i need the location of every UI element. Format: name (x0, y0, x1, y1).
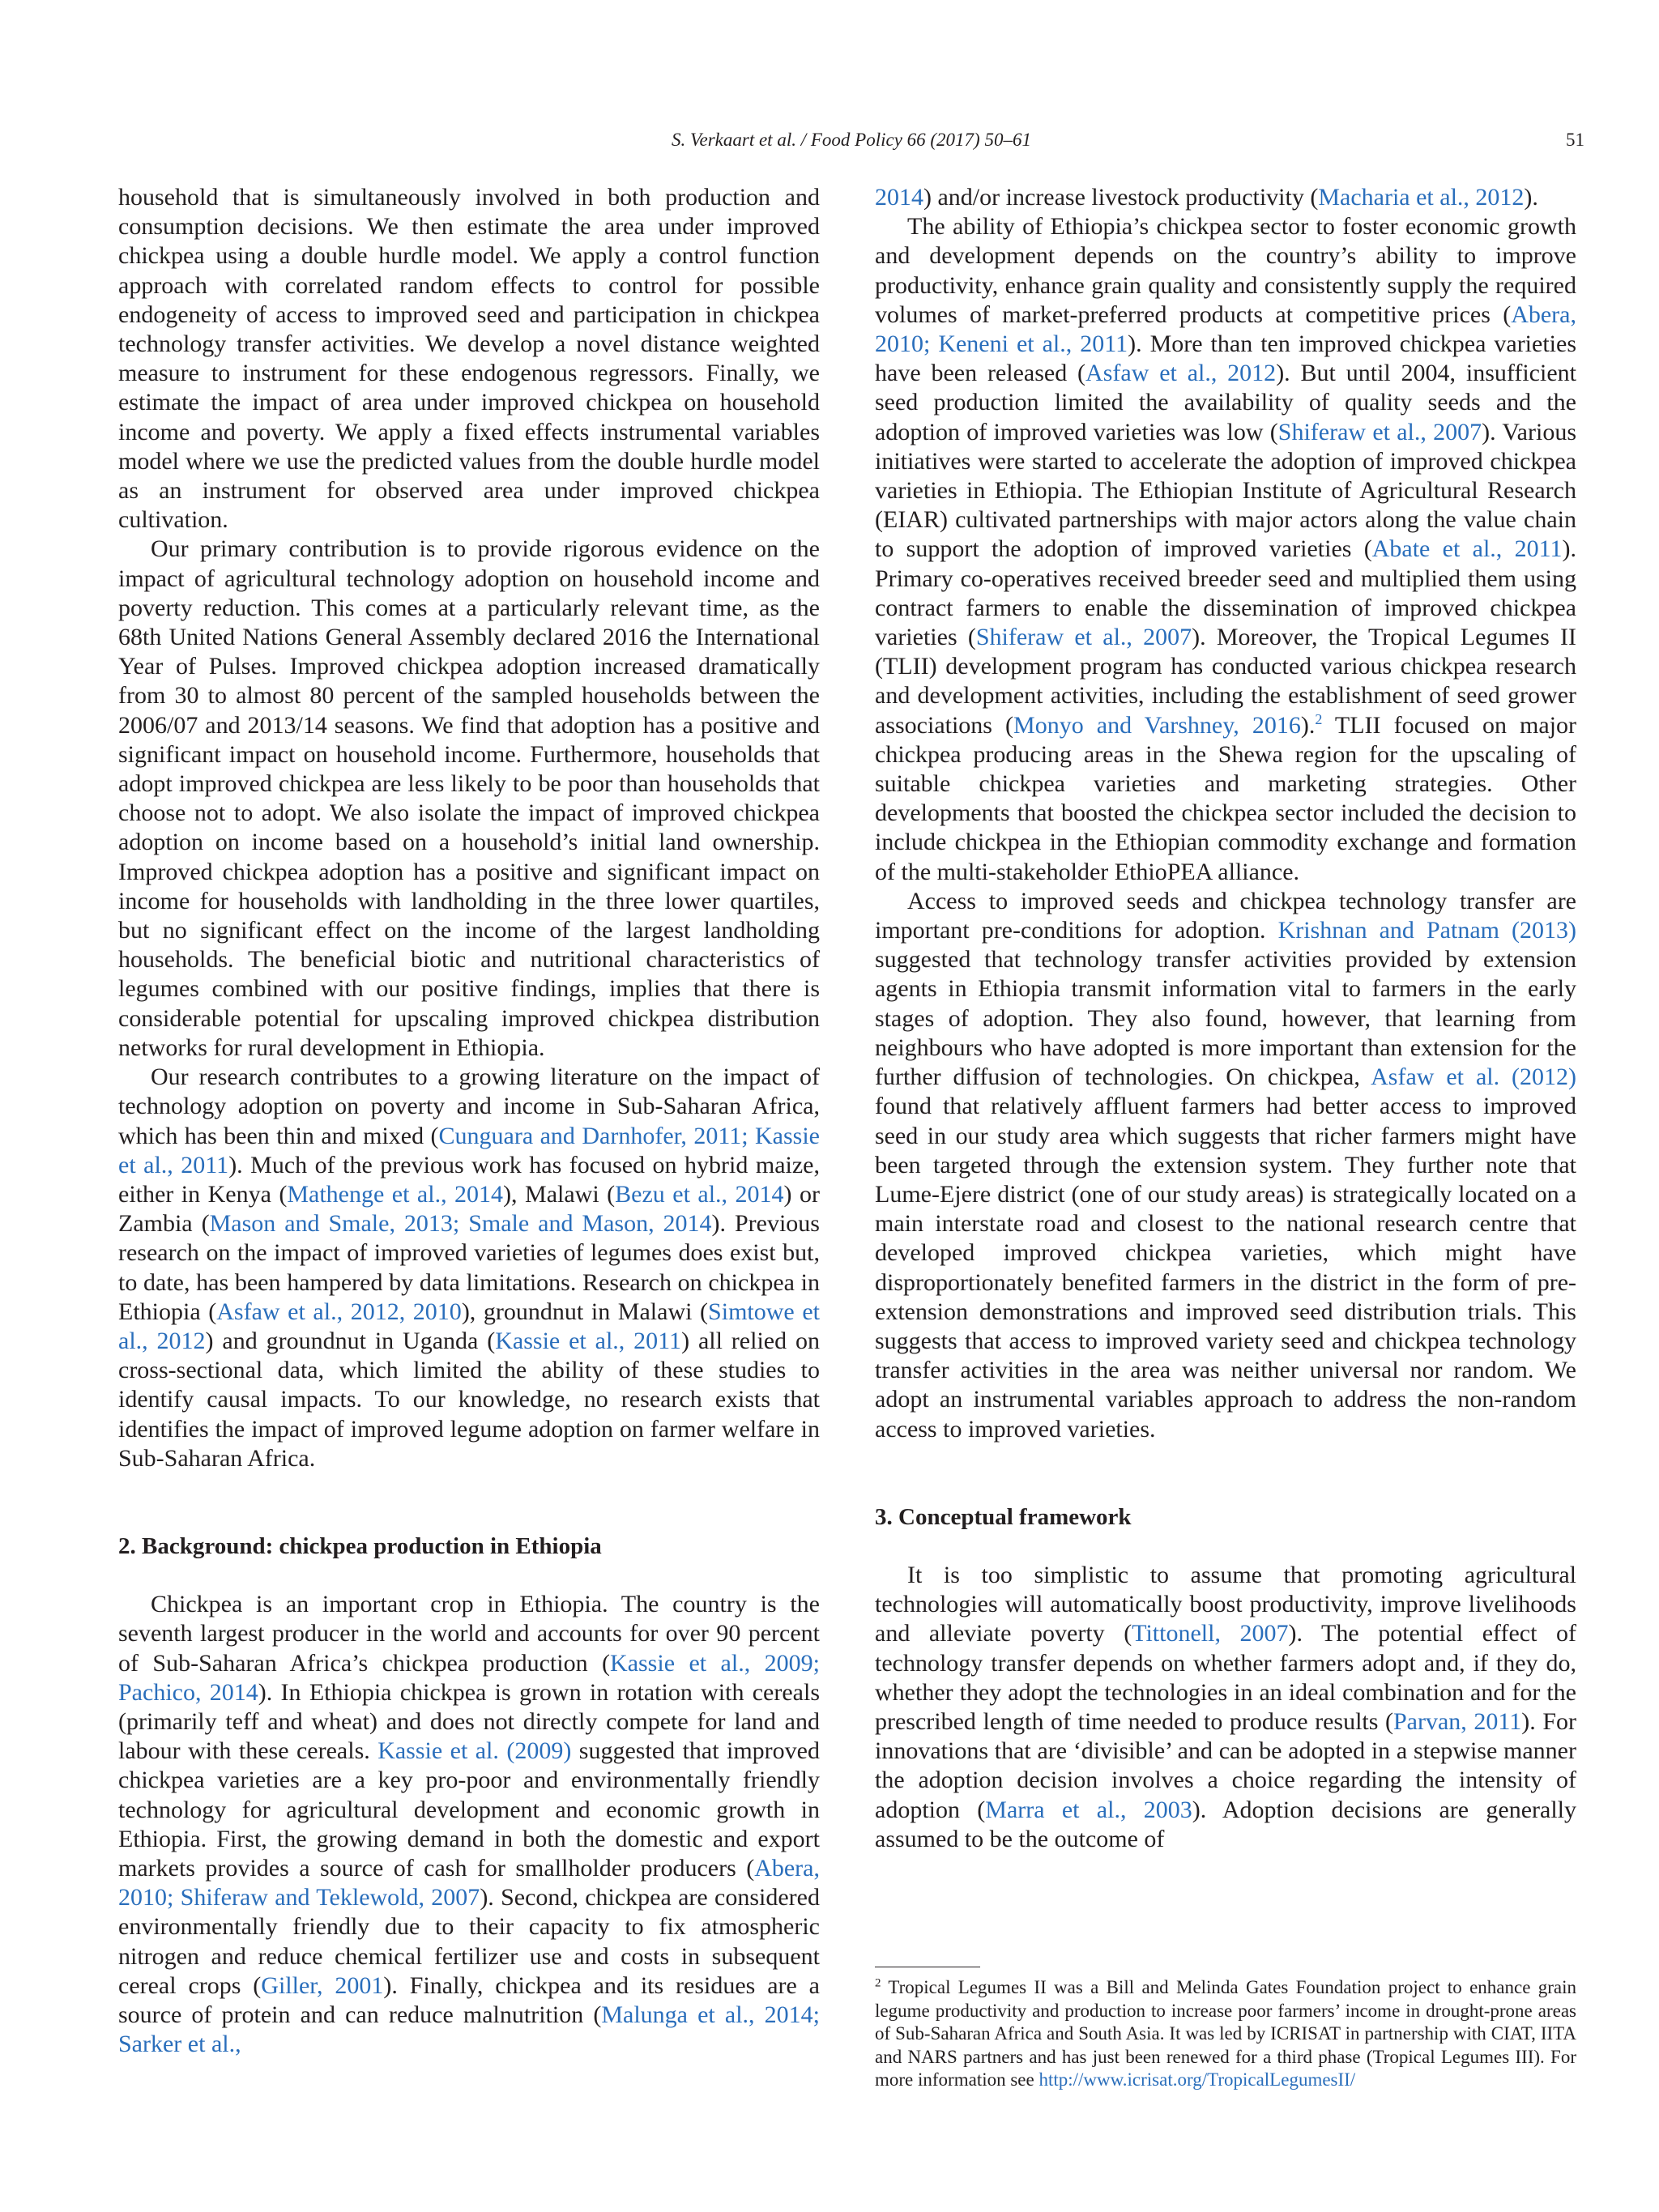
text-run: Access to improved seeds and chickpea technology transfer are important pre-conditions for adoption. (875, 887, 1576, 944)
citation-link[interactable]: Kassie et al., 2009; Pachico, 2014 (118, 1649, 820, 1706)
text-run: ). Moreover, the Tropical Legumes II (TLII) development program has conducted various chickpea research and development activities, including the establishment of seed grower associations ( (875, 624, 1576, 739)
text-run: ). In Ethiopia chickpea is grown in rotation with cereals (primarily teff and wheat) and does not directly compete for land and labour with these cereals. (118, 1678, 820, 1765)
citation-link[interactable]: Kassie et al., 2011 (495, 1327, 682, 1354)
text-run: ), Malawi ( (503, 1180, 616, 1208)
citation-link[interactable]: Macharia et al., 2012 (1318, 184, 1525, 211)
citation-link[interactable]: 2014 (875, 184, 923, 211)
section-spacer (118, 1473, 820, 1532)
citation-link[interactable]: Malunga et al., 2014; Sarker et al., (118, 2001, 820, 2058)
text-run: ) and groundnut in Uganda ( (205, 1327, 496, 1354)
page-number: 51 (1566, 130, 1584, 150)
citation-link[interactable]: Asfaw et al., 2012 (1085, 360, 1277, 387)
footnote-marker[interactable]: 2 (1315, 710, 1323, 727)
text-run: The ability of Ethiopia’s chickpea sector to foster economic growth and development depends on the country’s ability to improve productivity, enhance grain quality and consistently supply the required volumes of market-preferred products at competitive prices ( (875, 213, 1576, 328)
section-2-heading: 2. Background: chickpea production in Ethiopia (118, 1532, 602, 1559)
text-run: ). Previous research on the impact of improved varieties of legumes does exist but, to date, has been hampered by data limitations. Research on chickpea in Ethiopia ( (118, 1210, 820, 1325)
text-run: ) or Zambia ( (118, 1180, 821, 1238)
text-run: ). Adoption decisions are generally assumed to be the outcome of (875, 1796, 1576, 1852)
text-run: ) and/or increase livestock productivity ( (923, 184, 1319, 211)
citation-link[interactable]: Simtowe et al., 2012 (118, 1298, 820, 1354)
text-run: ). But until 2004, insufficient seed production limited the availability of quality seeds and the adoption of improved varieties was low ( (875, 360, 1576, 445)
citation-link[interactable]: Mason and Smale, 2013; Smale and Mason, 2014 (209, 1210, 712, 1238)
page-header (118, 130, 1584, 156)
citation-link[interactable]: Asfaw et al., 2012, 2010 (216, 1298, 462, 1325)
text-run: found that relatively affluent farmers had better access to improved seed in our study area which suggests that richer farmers might have been targeted through the extension system. They further note that Lume-Ejere district (one of our study areas) is strategically located on a main interstate road and closest to the national research centre that developed improved chickpea varieties, which might have disproportionately benefited farmers in the district in the form of pre-extension demonstrations and improved seed distribution trials. This suggests that access to improved variety seed and chickpea technology transfer activities in the area was neither universal nor random. We adopt an instrumental variables approach to address the non-random access to improved varieties. (875, 1093, 1576, 1443)
citation-link[interactable]: Asfaw et al. (2012) (1371, 1063, 1576, 1091)
section-spacer (875, 1444, 1576, 1502)
right-paragraph-2 (875, 212, 1576, 887)
footnote (875, 1976, 1576, 2092)
section-3-heading: 3. Conceptual framework (875, 1503, 1132, 1530)
text-run: ). Various initiatives were started to accelerate the adoption of improved chickpea varieties in Ethiopia. The Ethiopian Institute of Agricultural Research (EIAR) cultivated partnerships with major actors along the value chain to support the adoption of improved varieties ( (875, 418, 1577, 563)
text-run: ). Primary co-operatives received breeder seed and multiplied them using contract farmers to enable the dissemination of improved chickpea varieties ( (875, 535, 1576, 651)
left-column (118, 183, 820, 2059)
text-run: suggested that technology transfer activities provided by extension agents in Ethiopia transmit information vital to farmers in the early stages of adoption. They also found, however, that learning from neighbours who have adopted is more important than extension for the further diffusion of technologies. On chickpea, (875, 946, 1576, 1091)
text-run: suggested that improved chickpea varieties are a key pro-poor and environmentally friendly technology for agricultural development and economic growth in Ethiopia. First, the growing demand in both the domestic and export markets provides a source of cash for smallholder producers ( (118, 1737, 820, 1882)
citation-link[interactable]: Marra et al., 2003 (985, 1796, 1192, 1823)
citation-link[interactable]: Bezu et al., 2014 (615, 1180, 784, 1208)
right-column (875, 183, 1576, 1854)
footnote-text: Tropical Legumes II was a Bill and Melinda Gates Foundation project to enhance grain legume productivity and production to increase poor farmers’ income in drought-prone areas of Sub-Saharan Africa and South Asia. It was led by ICRISAT in partnership with CIAT, IITA and NARS partners and has just been renewed for a third phase (Tropical Legumes III). For more information see (875, 1977, 1576, 2091)
text-run: Our research contributes to a growing literature on the impact of technology adoption on poverty and income in Sub-Saharan Africa, which has been thin and mixed ( (118, 1063, 820, 1149)
footnote-url-link[interactable]: http://www.icrisat.org/TropicalLegumesII/ (1038, 2069, 1356, 2091)
text-run: It is too simplistic to assume that promoting agricultural technologies will automatically boost productivity, improve livelihoods and alleviate poverty ( (875, 1561, 1576, 1647)
text-run: ). Much of the previous work has focused on hybrid maize, either in Kenya ( (118, 1151, 820, 1208)
right-paragraph-1 (875, 183, 1576, 212)
citation-link[interactable]: Abera, 2010; Shiferaw and Teklewold, 2007 (118, 1854, 820, 1912)
citation-link[interactable]: Monyo and Varshney, 2016 (1013, 711, 1301, 739)
citation-link[interactable]: Abera, 2010; Keneni et al., 2011 (875, 300, 1576, 358)
text-run: ). (1300, 711, 1316, 739)
citation-link[interactable]: Shiferaw et al., 2007 (1277, 418, 1482, 445)
section-spacer (118, 1561, 820, 1590)
citation-link[interactable]: Abate et al., 2011 (1371, 535, 1563, 563)
citation-link[interactable]: Shiferaw et al., 2007 (975, 624, 1192, 651)
citation-link[interactable]: Cunguara and Darnhofer, 2011; Kassie et al., 2011 (118, 1122, 820, 1178)
citation-link[interactable]: Parvan, 2011 (1393, 1707, 1522, 1735)
text-run: ) all relied on cross-sectional data, which limited the ability of these studies to identify causal impacts. To our knowledge, no research exists that identifies the impact of improved legume adoption on farmer welfare in Sub-Saharan Africa. (118, 1327, 820, 1472)
citation-link[interactable]: Kassie et al. (2009) (377, 1737, 572, 1765)
left-paragraph-4 (118, 1590, 820, 2059)
running-head: S. Verkaart et al. / Food Policy 66 (2017) 50–61 (672, 130, 1031, 150)
right-paragraph-4 (875, 1561, 1576, 1854)
citation-link[interactable]: Tittonell, 2007 (1132, 1620, 1289, 1647)
text-run: ). Second, chickpea are considered environmentally friendly due to their capacity to fix atmospheric nitrogen and reduce chemical fertilizer use and costs in subsequent cereal crops ( (118, 1884, 820, 1999)
citation-link[interactable]: Krishnan and Patnam (2013) (1277, 917, 1576, 944)
text-run: ). More than ten improved chickpea varieties have been released ( (875, 330, 1576, 387)
text-run: ). The potential effect of technology transfer depends on whether farmers adopt and, if they do, whether they adopt the technologies in an ideal combination and for the prescribed length of time needed to produce results ( (875, 1620, 1576, 1735)
text-run: Chickpea is an important crop in Ethiopia. The country is the seventh largest producer in the world and accounts for over 90 percent of Sub-Saharan Africa’s chickpea production ( (118, 1591, 820, 1677)
text-run: ). For innovations that are ‘divisible’ and can be adopted in a stepwise manner the adoption decision involves a choice regarding the intensity of adoption ( (875, 1707, 1576, 1823)
text-run: ). Finally, chickpea and its residues are a source of protein and can reduce malnutrition ( (118, 1971, 820, 2028)
text-run: ). (1524, 184, 1538, 211)
citation-link[interactable]: Giller, 2001 (261, 1971, 384, 1999)
text-run: ), groundnut in Malawi ( (461, 1298, 709, 1325)
right-paragraph-3 (875, 887, 1576, 1444)
left-paragraph-2: Our primary contribution is to provide rigorous evidence on the impact of agricultural technology adoption on household income and poverty reduction. This comes at a particularly relevant time, as the 68th United Nations General Assembly declared 2016 the International Year of Pulses. Improved chickpea adoption increased dramatically from 30 to almost 80 percent of the sampled households between the 2006/07 and 2013/14 seasons. We find that adoption has a positive and significant impact on household income. Furthermore, households that adopt improved chickpea are less likely to be poor than households that choose not to adopt. We also isolate the impact of improved chickpea adoption on income based on a household’s initial land ownership. Improved chickpea adoption has a positive and significant impact on income for households with landholding in the three lower quartiles, but no significant effect on the income of the largest landholding households. The beneficial biotic and nutritional characteristics of legumes combined with our positive findings, implies that there is considerable potential for upscaling improved chickpea distribution networks for rural development in Ethiopia. (118, 535, 820, 1061)
footnote-number: 2 (875, 1976, 881, 1990)
citation-link[interactable]: Mathenge et al., 2014 (287, 1180, 504, 1208)
section-spacer (875, 1532, 1576, 1561)
left-paragraph-3 (118, 1063, 820, 1473)
text-run: TLII focused on major chickpea producing areas in the Shewa region for the upscaling of suitable chickpea varieties and marketing strategies. Other developments that boosted the chickpea sector included the decision to include chickpea in the Ethiopian commodity exchange and formation of the multi-stakeholder EthioPEA alliance. (875, 711, 1576, 885)
left-paragraph-1: household that is simultaneously involved in both production and consumption decisions. We then estimate the area under improved chickpea using a double hurdle model. We apply a control function approach with correlated random effects to control for possible endogeneity of access to improved seed and participation in chickpea technology transfer activities. We develop a novel distance weighted measure to instrument for these endogenous regressors. Finally, we estimate the impact of area under improved chickpea on household income and poverty. We apply a fixed effects instrumental variables model where we use the predicted values from the double hurdle model as an instrument for observed area under improved chickpea cultivation. (118, 184, 820, 534)
